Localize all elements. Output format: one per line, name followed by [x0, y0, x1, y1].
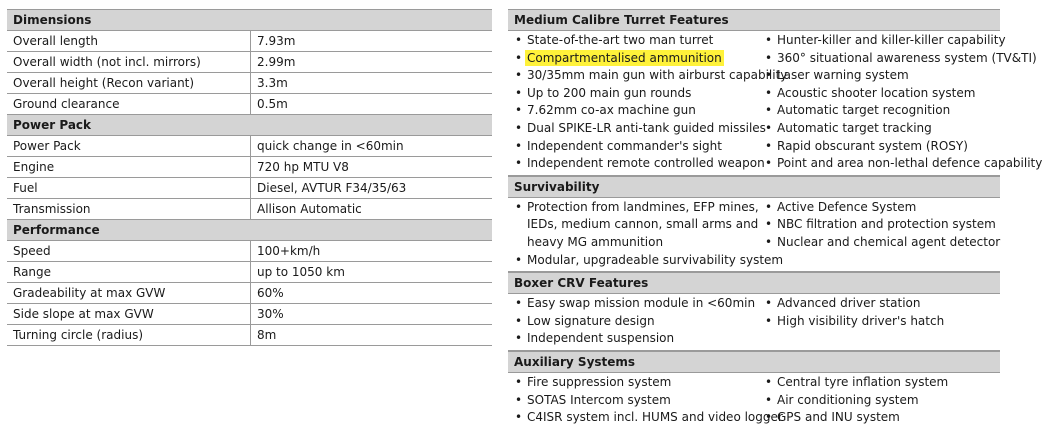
- list-item: • Acoustic shooter location system: [758, 85, 1000, 103]
- list-item: • Hunter-killer and killer-killer capability: [758, 32, 1000, 50]
- list-item: • Laser warning system: [758, 67, 1000, 85]
- row-label: Ground clearance: [7, 94, 251, 115]
- table-row: [7, 241, 492, 262]
- table-row: [7, 199, 492, 220]
- table-row: [7, 262, 492, 283]
- table-row: [7, 325, 492, 346]
- list-item: • Point and area non-lethal defence capability: [758, 155, 1000, 173]
- row-label: Fuel: [7, 178, 251, 199]
- row-value: 0.5m: [251, 94, 493, 115]
- feature-list: [508, 295, 758, 348]
- row-value: quick change in <60min: [251, 136, 493, 157]
- list-item: • C4ISR system incl. HUMS and video logger: [508, 409, 758, 427]
- row-value: Allison Automatic: [251, 199, 493, 220]
- table-row: [7, 73, 492, 94]
- row-value: 2.99m: [251, 52, 493, 73]
- row-label: Turning circle (radius): [7, 325, 251, 346]
- list-item: • Fire suppression system: [508, 374, 758, 392]
- section-header-power-pack: [7, 115, 492, 136]
- feature-list: [508, 32, 788, 173]
- section-body-crv: [508, 294, 1000, 351]
- section-title: Power Pack: [7, 115, 492, 136]
- feature-list: [758, 32, 1042, 173]
- row-value: up to 1050 km: [251, 262, 493, 283]
- list-item: • NBC filtration and protection system: [758, 216, 1000, 234]
- list-item: • Easy swap mission module in <60min: [508, 295, 758, 313]
- list-item: • Independent suspension: [508, 330, 758, 348]
- row-label: Speed: [7, 241, 251, 262]
- list-item: • High visibility driver's hatch: [758, 313, 1000, 331]
- list-item: • Air conditioning system: [758, 392, 1000, 410]
- row-label: Gradeability at max GVW: [7, 283, 251, 304]
- list-item: • Dual SPIKE-LR anti-tank guided missiles: [508, 120, 758, 138]
- section-header-dimensions: [7, 10, 492, 31]
- row-label: Overall height (Recon variant): [7, 73, 251, 94]
- row-value: 30%: [251, 304, 493, 325]
- row-label: Power Pack: [7, 136, 251, 157]
- feature-list: [758, 374, 1000, 427]
- table-row: [7, 52, 492, 73]
- list-item: • Independent commander's sight: [508, 138, 758, 156]
- section-body-survivability: [508, 198, 1000, 272]
- list-item: • Central tyre inflation system: [758, 374, 1000, 392]
- section-body-turret: [508, 31, 1042, 176]
- row-label: Side slope at max GVW: [7, 304, 251, 325]
- row-value: 8m: [251, 325, 493, 346]
- feature-list: [758, 295, 1000, 348]
- list-item: • Rapid obscurant system (ROSY): [758, 138, 1000, 156]
- list-item: [508, 50, 758, 68]
- spec-table-panel: [7, 9, 492, 346]
- row-label: Transmission: [7, 199, 251, 220]
- list-item: • Up to 200 main gun rounds: [508, 85, 758, 103]
- section-body-auxiliary: [508, 373, 1000, 429]
- feature-list: [508, 374, 783, 427]
- row-label: Overall length: [7, 31, 251, 52]
- row-value: 100+km/h: [251, 241, 493, 262]
- row-value: 7.93m: [251, 31, 493, 52]
- section-header-crv: Boxer CRV Features: [508, 272, 1000, 294]
- section-title: Performance: [7, 220, 492, 241]
- list-item: • Modular, upgradeable survivability system: [508, 252, 758, 270]
- list-item: • Automatic target recognition: [758, 102, 1000, 120]
- section-header-auxiliary: Auxiliary Systems: [508, 351, 1000, 373]
- table-row: [7, 283, 492, 304]
- section-header-survivability: Survivability: [508, 176, 1000, 198]
- table-row: [7, 157, 492, 178]
- features-panel: [508, 9, 1042, 429]
- list-item: • Protection from landmines, EFP mines, IEDs, medium cannon, small arms and heavy MG ammunition: [508, 199, 758, 252]
- list-item: • 7.62mm co-ax machine gun: [508, 102, 758, 120]
- list-item: • Low signature design: [508, 313, 758, 331]
- table-row: [7, 304, 492, 325]
- list-item: • SOTAS Intercom system: [508, 392, 758, 410]
- feature-list: [508, 199, 784, 269]
- table-row: [7, 178, 492, 199]
- section-header-performance: [7, 220, 492, 241]
- row-label: Range: [7, 262, 251, 283]
- list-item: • 360° situational awareness system (TV&TI): [758, 50, 1000, 68]
- feature-list: [758, 199, 1000, 269]
- row-value: 720 hp MTU V8: [251, 157, 493, 178]
- list-item: • Automatic target tracking: [758, 120, 1000, 138]
- row-label: Engine: [7, 157, 251, 178]
- table-row: [7, 136, 492, 157]
- row-value: Diesel, AVTUR F34/35/63: [251, 178, 493, 199]
- table-row: [7, 31, 492, 52]
- highlighted-text: Compartmentalised ammunition: [527, 50, 722, 65]
- list-item: • 30/35mm main gun with airburst capability: [508, 67, 758, 85]
- spec-table: [7, 9, 492, 346]
- list-item: • Advanced driver station: [758, 295, 1000, 313]
- list-item: • GPS and INU system: [758, 409, 1000, 427]
- list-item: • State-of-the-art two man turret: [508, 32, 758, 50]
- section-title: Dimensions: [7, 10, 492, 31]
- list-item: • Active Defence System: [758, 199, 1000, 217]
- row-label: Overall width (not incl. mirrors): [7, 52, 251, 73]
- row-value: 3.3m: [251, 73, 493, 94]
- list-item: • Nuclear and chemical agent detector: [758, 234, 1000, 252]
- section-header-turret: Medium Calibre Turret Features: [508, 9, 1000, 31]
- table-row: [7, 94, 492, 115]
- row-value: 60%: [251, 283, 493, 304]
- list-item: • Independent remote controlled weapon: [508, 155, 758, 173]
